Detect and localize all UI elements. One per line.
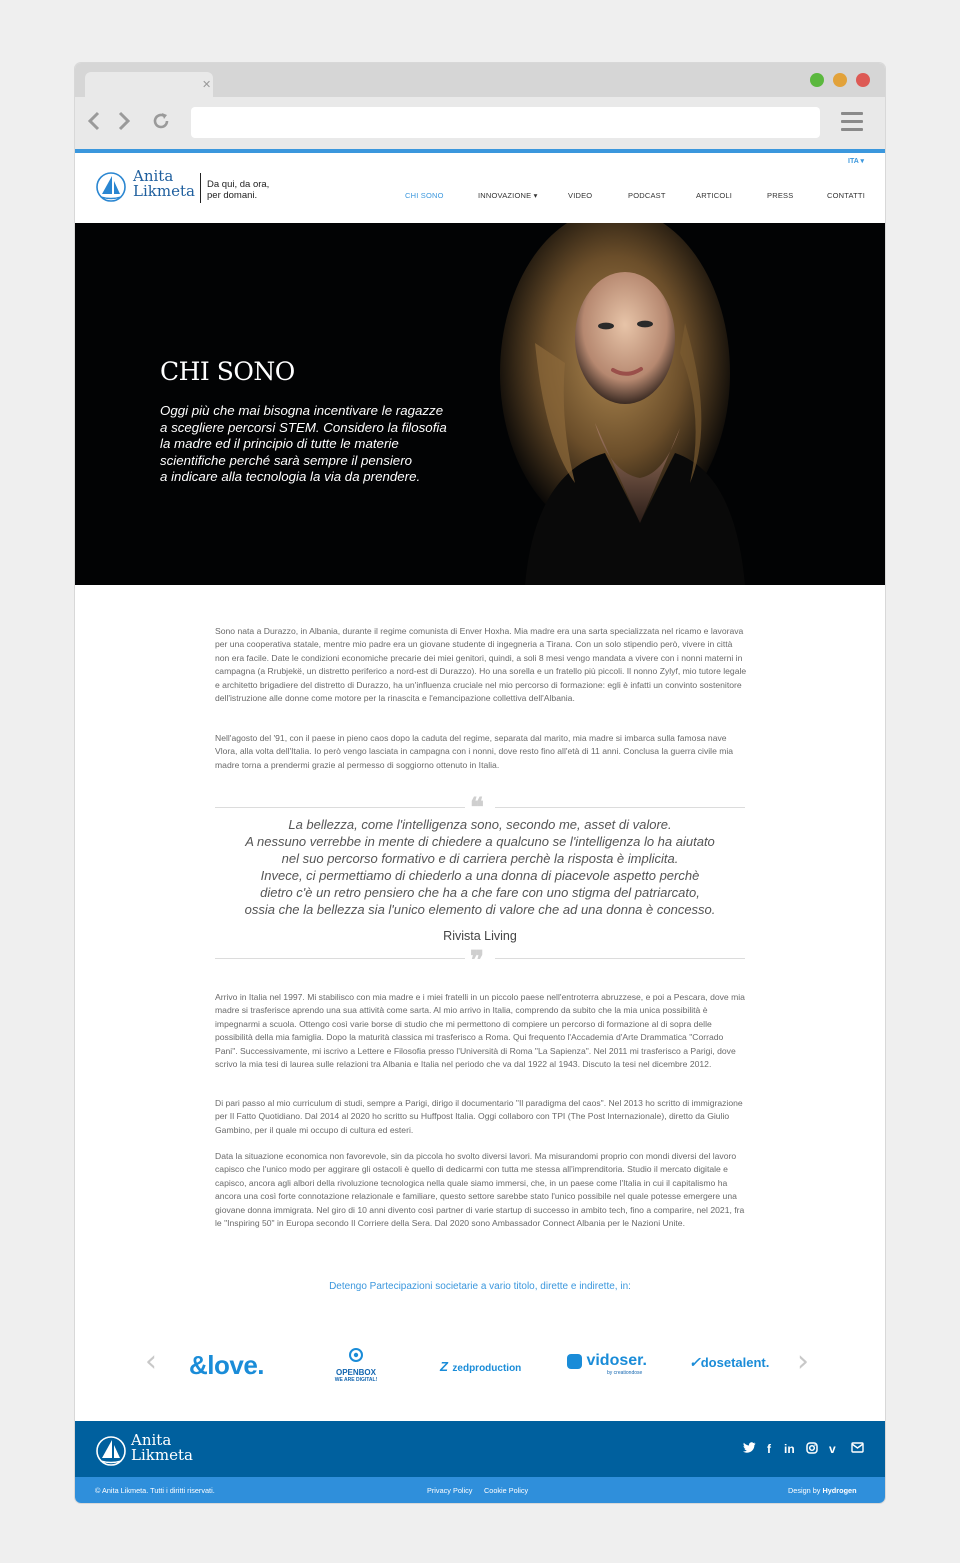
- vidoser-icon: [567, 1354, 582, 1369]
- footer-logo-wordmark[interactable]: [131, 1433, 193, 1463]
- partner-andlove[interactable]: &love.: [189, 1350, 265, 1380]
- tagline: [207, 179, 269, 201]
- quote-line: nel suo percorso formativo e di carriera perchè la risposta è implicita.: [281, 850, 679, 866]
- openbox-icon: [348, 1347, 364, 1363]
- openbox-label: OPENBOX: [335, 1368, 376, 1377]
- hero-title: CHI SONO: [160, 357, 295, 386]
- maximize-dot-icon[interactable]: [810, 73, 824, 87]
- quote-rule: [215, 958, 465, 959]
- close-dot-icon[interactable]: [856, 73, 870, 87]
- quote-line: dietro c'è un retro pensiero che ha a che fare con uno stigma del patriarcato,: [260, 884, 700, 900]
- logo-sail-icon: [95, 171, 127, 203]
- bio-paragraph-5: Data la situazione economica non favorevole, sin da piccola ho svolto diversi lavori. Ma misurandomi proprio con mondi diversi del lavoro capisco che l'unico modo per aggirare gli ostacoli è quello di dedicarmi con tutta me stessa all'imprenditoria. Studio il mercato digitale e capisco, ancora agli albori della rivoluzione tecnologica nella quale siamo immersi, che, in un paese come l'Italia in cui il capitalismo ha ancora una così forte connotazione relazionale e familiare, questo settore sarebbe stato l'unico possibile nel quale potesse emergere una giovane donna immigrata. Nel giro di 10 anni divento così partner di varie startup di successo in ambito tech, fino a comparire, nel 2021, fra le "Inspiring 50" in Europa secondo Il Corriere della Sera. Dal 2020 sono Ambassador Connect Albania per le Nazioni Unite.: [215, 1151, 745, 1229]
- dosetalent-mark-icon: ✓: [689, 1354, 701, 1370]
- vimeo-icon[interactable]: v: [829, 1442, 836, 1456]
- linkedin-icon[interactable]: in: [784, 1442, 795, 1456]
- hero-text-line: a scegliere percorsi STEM. Considero la filosofia: [160, 419, 447, 435]
- minimize-dot-icon[interactable]: [833, 73, 847, 87]
- design-brand: Hydrogen: [822, 1486, 857, 1495]
- browser-menu-icon[interactable]: [841, 112, 863, 136]
- hero-text-line: Oggi più che mai bisogna incentivare le ragazze: [160, 403, 444, 418]
- quote-source: Rivista Living: [443, 929, 517, 943]
- twitter-icon[interactable]: [743, 1442, 756, 1457]
- browser-window: [75, 63, 885, 1503]
- quote-rule: [495, 807, 745, 808]
- partner-dosetalent[interactable]: [689, 1354, 769, 1372]
- close-tab-icon[interactable]: ✕: [202, 78, 212, 91]
- footer-logo-line2: Likmeta: [131, 1446, 193, 1464]
- close-quote-icon: ❞: [470, 946, 484, 976]
- back-icon[interactable]: [87, 111, 101, 136]
- instagram-icon[interactable]: [806, 1442, 818, 1457]
- carousel-prev-icon[interactable]: ‹: [145, 1344, 157, 1379]
- footer-bottom-bar: [75, 1477, 885, 1503]
- nav-articoli[interactable]: ARTICOLI: [696, 191, 733, 200]
- portrait-photo: [465, 223, 885, 585]
- footer-logo-line1: Anita: [131, 1431, 172, 1449]
- tagline-line1: Da qui, da ora,: [207, 179, 270, 190]
- nav-podcast[interactable]: PODCAST: [628, 191, 666, 200]
- site-logo[interactable]: [95, 169, 275, 209]
- hero-banner: [75, 223, 885, 585]
- design-credit[interactable]: [788, 1486, 857, 1495]
- nav-chi-sono[interactable]: CHI SONO: [405, 191, 444, 200]
- design-prefix: Design by: [788, 1486, 821, 1495]
- nav-press[interactable]: PRESS: [767, 191, 794, 200]
- bio-paragraph-4: Di pari passo al mio curriculum di studi, sempre a Parigi, dirigo il documentario "Il paradigma del caos". Nel 2013 ho scritto di immigrazione per Il Fatto Quotidiano. Dal 2014 al 2020 ho scritto su Huffpost Italia. Oggi collaboro con TPI (The Post Internazionale), diretto da Giulio Gambino, per il quale mi occupo di cultura ed esteri.: [215, 1098, 743, 1135]
- logo-line1: Anita: [133, 167, 174, 185]
- logo-divider: [200, 173, 201, 203]
- logo-line2: Likmeta: [133, 182, 195, 200]
- copyright: © Anita Likmeta. Tutti i diritti riservati.: [95, 1486, 215, 1495]
- quote-block: [215, 793, 745, 976]
- language-selector[interactable]: ITA ▾: [848, 158, 864, 165]
- browser-toolbar: [75, 97, 885, 153]
- quote-line: Invece, ci permettiamo di chiederlo a una donna di piacevole aspetto perchè: [260, 867, 700, 883]
- openbox-sub: WE ARE DIGITAL!: [334, 1377, 378, 1383]
- partner-zedproduction[interactable]: [440, 1358, 521, 1376]
- tagline-line2: per domani.: [207, 190, 258, 201]
- logo-wordmark: [133, 169, 195, 199]
- nav-video[interactable]: VIDEO: [568, 191, 593, 200]
- privacy-policy-link[interactable]: Privacy Policy: [427, 1486, 473, 1495]
- bio-paragraph-2: Nell'agosto del '91, con il paese in pieno caos dopo la caduta del regime, separata dal marito, mia madre si imbarca sulla famosa nave Vlora, alla volta dell'Italia. Io però vengo lasciata in campagna con i nonni, dove resto fino all'età di 11 anni. Conclusa la guerra civile mia madre torna a prendermi grazie al permesso di soggiorno ottenuto in Italia.: [215, 733, 734, 770]
- hero-text-line: la madre ed il principio di tutte le materie: [160, 436, 399, 452]
- partner-vidoser[interactable]: [567, 1352, 647, 1376]
- nav-contatti[interactable]: CONTATTI: [827, 191, 865, 200]
- quote-rule: [495, 958, 745, 959]
- zed-label: zedproduction: [452, 1363, 522, 1374]
- quote-rule: [215, 807, 465, 808]
- vidoser-label: vidoser.: [586, 1352, 647, 1369]
- bio-paragraph-1: Sono nata a Durazzo, in Albania, durante il regime comunista di Enver Hoxha. Mia madre era una sarta specializzata nel ricamo e lavorava per una cooperativa statale, mentre mio padre era un giovane studente di ingegneria a Tirana. Con un solo stipendio però, vivere in città non era facile. Date le condizioni economiche precarie dei miei genitori, quindi, a soli 8 mesi vengo mandata a vivere con i nonni materni in campagna (a Rrubjekë, un distretto periferico a nord-est di Durazzo). Ho una sorella e un fratello più piccoli. Il nonno Zylyf, mio tutore legale e architetto brigadiere del distretto di Durazzo, ha un'influenza cruciale nel mio percorso di formazione: egli è infatti un convinto sostenitore dell'istruzione alle donne come motore per la rinascita e l'emancipazione collettiva dell'Albania.: [215, 626, 747, 704]
- mail-icon[interactable]: [851, 1442, 864, 1456]
- site-header: [75, 153, 885, 223]
- quote-line: A nessuno verrebbe in mente di chiedere a qualcuno se l'intelligenza lo ha aiutato: [245, 833, 715, 849]
- browser-tab[interactable]: [85, 72, 213, 97]
- footer: [75, 1421, 885, 1477]
- hero-text-line: a indicare alla tecnologia la via da prendere.: [160, 469, 421, 485]
- vidoser-sub: by creationdose: [607, 1370, 643, 1377]
- quote-line: La bellezza, come l'intelligenza sono, secondo me, asset di valore.: [288, 817, 672, 832]
- footer-logo-sail-icon: [95, 1435, 127, 1467]
- partners-title: Detengo Partecipazioni societarie a vario titolo, dirette e indirette, in:: [329, 1281, 631, 1292]
- nav-innovazione[interactable]: INNOVAZIONE ▾: [478, 191, 538, 200]
- hero-text: [160, 403, 480, 486]
- hero-text-line: scientifiche perché sarà sempre il pensiero: [160, 452, 413, 468]
- quote-text: [215, 817, 745, 918]
- forward-icon[interactable]: [117, 111, 131, 136]
- browser-tabstrip: [75, 63, 885, 97]
- quote-line: ossia che la bellezza sia l'unico elemento di valore che ad una donna è concesso.: [244, 901, 716, 917]
- facebook-icon[interactable]: f: [767, 1442, 771, 1456]
- partner-openbox[interactable]: [325, 1347, 387, 1384]
- reload-icon[interactable]: [151, 111, 171, 136]
- zed-mark-icon: Z: [440, 1359, 448, 1374]
- carousel-next-icon[interactable]: ›: [797, 1344, 809, 1379]
- bio-paragraph-3: Arrivo in Italia nel 1997. Mi stabilisco con mia madre e i miei fratelli in un piccolo paese nell'entroterra abruzzese, e poi a Pescara, dove mia madre si trasferisce aprendo una sua attività come sarta. Al mio arrivo in Italia, comprendo da subito che la mia unica possibilità è impegnarmi a scuola. Ottengo così varie borse di studio che mi permettono di compiere un percorso di formazione al di sopra delle possibilità della mia famiglia. Dopo la maturità classica mi trasferisco a Roma. Qui frequento l'Accademia d'Arte Drammatica "Corrado Pani". Successivamente, mi iscrivo a Lettere e Filosofia presso l'Università di Roma "La Sapienza". Nel 2011 mi trasferisco a Parigi, dove scrivo la mia tesi di laurea sulle relazioni tra Albania e Italia nel periodo che va dal 1922 al 1943. Discuto la tesi nel dicembre 2012.: [215, 992, 745, 1070]
- open-quote-icon: ❝: [470, 793, 484, 823]
- address-bar[interactable]: [191, 107, 820, 138]
- dosetalent-label: dosetalent.: [700, 1355, 770, 1370]
- cookie-policy-link[interactable]: Cookie Policy: [484, 1486, 529, 1495]
